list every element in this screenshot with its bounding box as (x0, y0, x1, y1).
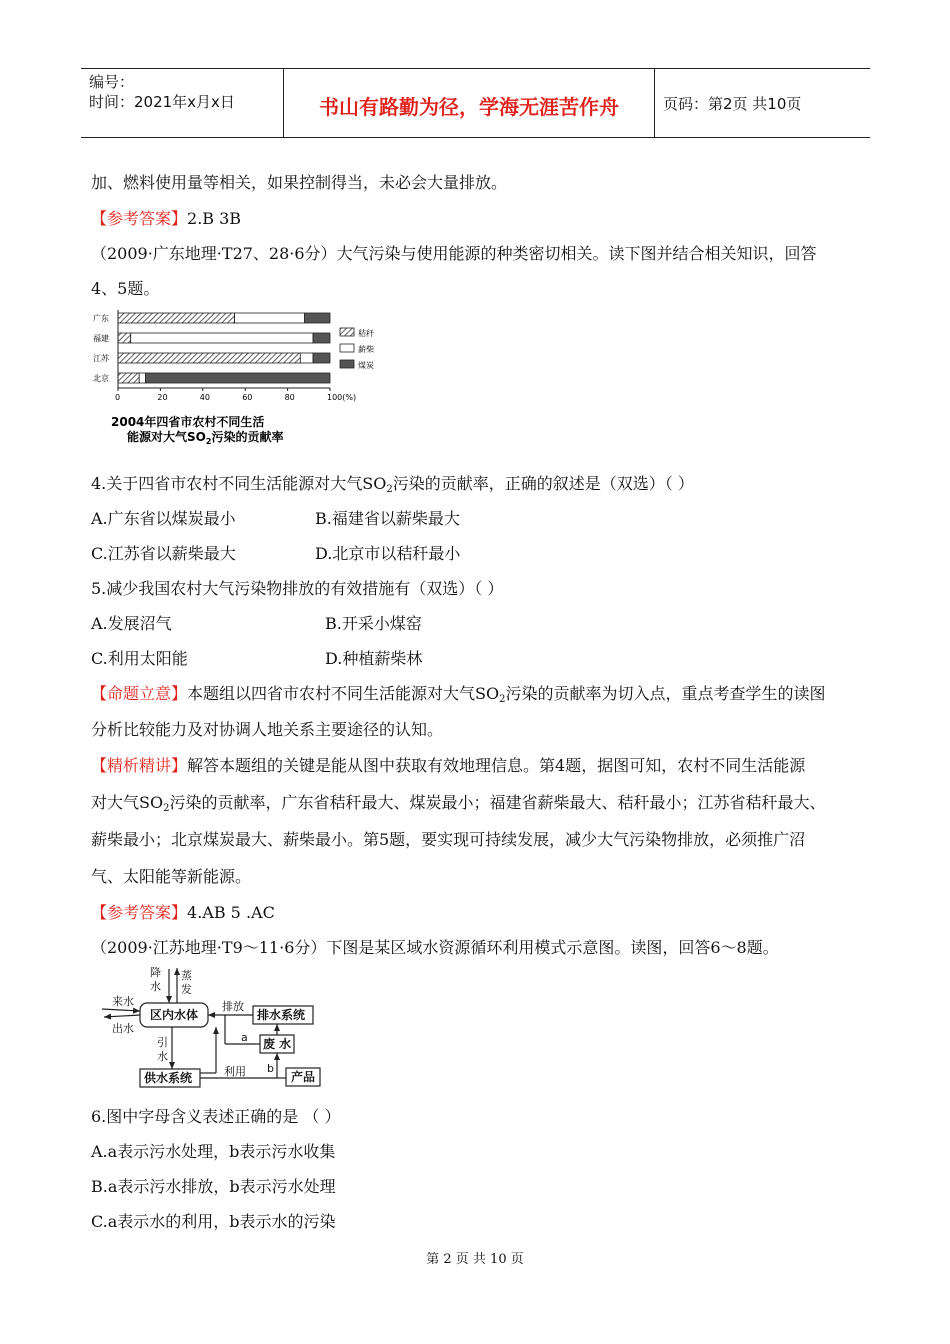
q6-option-b: B.a表示污水排放，b表示污水处理 (91, 1177, 336, 1196)
bar-segment (305, 313, 330, 323)
energy-so2-chart (91, 306, 391, 450)
chart-caption-line1: 2004年四省市农村不同生活 (111, 415, 265, 429)
draw-label-2: 水 (157, 1050, 168, 1063)
legend (340, 328, 374, 370)
analysis-text-1: 解答本题组的关键是能从图中获取有效地理信息。第4题，据图可知，农村不同生活能源 (187, 756, 806, 775)
bar-segment (118, 313, 235, 323)
text-line: 加、燃料使用量等相关，如果控制得当，未必会大量排放。 (91, 173, 508, 192)
intent-sub: 2 (499, 694, 506, 705)
q4-sub: 2 (386, 484, 393, 495)
category-label: 江苏 (93, 354, 109, 363)
inflow-label: 来水 (112, 995, 134, 1008)
question-5: 5.减少我国农村大气污染物排放的有效措施有（双选）（ ） (91, 579, 504, 598)
evap-label-1: 蒸 (181, 969, 192, 982)
draw-label-1: 引 (157, 1036, 168, 1049)
legend-swatch (340, 344, 354, 352)
intent-text-a: 本题组以四省市农村不同生活能源对大气SO (187, 684, 500, 703)
bar-segment (118, 373, 139, 383)
bar-segment (118, 353, 300, 363)
intent-tag: 【命题立意】 (91, 684, 188, 703)
caption-part-a: 能源对大气SO (127, 430, 206, 444)
analysis-sub: 2 (163, 803, 170, 814)
water-cycle-diagram (100, 964, 340, 1090)
analysis-tag: 【精析精讲】 (91, 756, 188, 775)
b-label: b (267, 1062, 274, 1075)
chart-caption-line2 (127, 429, 283, 446)
evap-label-2: 发 (181, 983, 192, 996)
x-tick-label: 0 (115, 393, 121, 402)
rain-label-2: 水 (150, 980, 161, 993)
intro-line-2: （2009·江苏地理·T9～11·6分）下图是某区域水资源循环利用模式示意图。读图，回答6～8题。 (91, 938, 779, 957)
header-meta-cell (81, 69, 284, 137)
x-tick-label: 60 (242, 393, 253, 402)
bar-segment (313, 333, 330, 343)
use-label: 利用 (224, 1065, 246, 1078)
q4-option-a: A.广东省以煤炭最小 (91, 509, 236, 528)
q4-option-d: D.北京市以秸秆最小 (315, 544, 461, 563)
doc-date: 时间：2021年x月x日 (89, 93, 235, 111)
document-header (81, 68, 870, 138)
bar-segment (313, 353, 330, 363)
inner-water-label: 区内水体 (150, 1008, 199, 1022)
waste-water-label: 废 水 (263, 1037, 292, 1051)
x-tick-label: 100(%) (327, 393, 357, 402)
discharge-label: 排放 (222, 1000, 244, 1013)
intent-text-b: 污染的贡献率为切入点，重点考查学生的读图 (505, 684, 826, 703)
q4-text-b: 污染的贡献率，正确的叙述是（双选）（ ） (392, 474, 694, 493)
q5-option-b: B.开采小煤窑 (325, 614, 422, 633)
page-info: 页码：第2页 共10页 (663, 95, 802, 113)
rain-label-1: 降 (150, 966, 161, 979)
caption-sub: 2 (205, 437, 212, 446)
analysis-line-4: 气、太阳能等新能源。 (91, 867, 252, 886)
intro-line-1b: 4、5题。 (91, 279, 160, 298)
page-footer: 第 2 页 共 10 页 (426, 1252, 524, 1267)
intent-line-2: 分析比较能力及对协调人地关系主要途径的认知。 (91, 720, 444, 739)
answer-line-2 (91, 900, 275, 923)
bar-segment (131, 333, 313, 343)
x-tick-label: 40 (199, 393, 210, 402)
product-label: 产品 (291, 1070, 316, 1084)
answer-text-2: 4.AB 5 .AC (187, 903, 275, 922)
legend-label: 煤炭 (358, 361, 374, 370)
analysis-line-1 (91, 753, 805, 776)
x-tick-label: 20 (157, 393, 168, 402)
bar-segment (139, 373, 145, 383)
supply-system-label: 供水系统 (144, 1071, 193, 1085)
answer-text: 2.B 3B (187, 209, 242, 228)
bar-segment (235, 313, 305, 323)
q5-option-a: A.发展沼气 (91, 614, 172, 633)
header-motto-cell (284, 69, 655, 137)
analysis-line-3: 薪柴最小；北京煤炭最大、薪柴最小。第5题，要实现可持续发展，减少大气污染物排放，必须推广沼 (91, 830, 806, 849)
bar-segment (146, 373, 330, 383)
q4-option-c: C.江苏省以薪柴最大 (91, 544, 236, 563)
header-page-cell (655, 69, 870, 137)
legend-label: 秸秆 (358, 329, 374, 338)
intent-line-1 (91, 681, 826, 705)
intro-line-1: （2009·广东地理·T27、28·6分）大气污染与使用能源的种类密切相关。读下图并结合相关知识，回答 (91, 244, 817, 263)
legend-label: 薪柴 (358, 345, 374, 354)
legend-swatch (340, 328, 354, 336)
analysis-text-2a: 对大气SO (91, 793, 164, 812)
outflow-label: 出水 (112, 1022, 134, 1035)
inflow-arrow (102, 1009, 140, 1011)
caption-part-b: 污染的贡献率 (211, 430, 284, 444)
bars-group (93, 313, 330, 383)
category-label: 广东 (93, 314, 109, 323)
a-label: a (241, 1031, 248, 1044)
x-tick-label: 80 (284, 393, 295, 402)
q6-option-c: C.a表示水的利用，b表示水的污染 (91, 1212, 336, 1231)
analysis-text-2b: 污染的贡献率，广东省秸秆最大、煤炭最小；福建省薪柴最大、秸秆最小；江苏省秸秆最大、 (169, 793, 826, 812)
question-6: 6.图中字母含义表述正确的是 （ ） (91, 1107, 341, 1126)
q5-option-c: C.利用太阳能 (91, 649, 188, 668)
doc-number-label: 编号： (89, 73, 135, 91)
q4-option-b: B.福建省以薪柴最大 (315, 509, 460, 528)
category-label: 福建 (93, 334, 109, 343)
analysis-line-2 (91, 790, 825, 814)
bar-segment (300, 353, 313, 363)
answer-tag: 【参考答案】 (91, 209, 188, 228)
outflow-arrow (104, 1015, 140, 1017)
answer-tag-2: 【参考答案】 (91, 903, 188, 922)
question-4 (91, 471, 694, 495)
q4-text-a: 4.关于四省市农村不同生活能源对大气SO (91, 474, 387, 493)
answer-line-1 (91, 206, 241, 229)
category-label: 北京 (93, 374, 109, 383)
bar-segment (118, 333, 131, 343)
drain-system-label: 排水系统 (257, 1008, 306, 1022)
legend-swatch (340, 360, 354, 368)
q5-option-d: D.种植薪柴林 (325, 649, 423, 668)
q6-option-a: A.a表示污水处理，b表示污水收集 (91, 1142, 336, 1161)
motto: 书山有路勤为径，学海无涯苦作舟 (319, 95, 619, 119)
